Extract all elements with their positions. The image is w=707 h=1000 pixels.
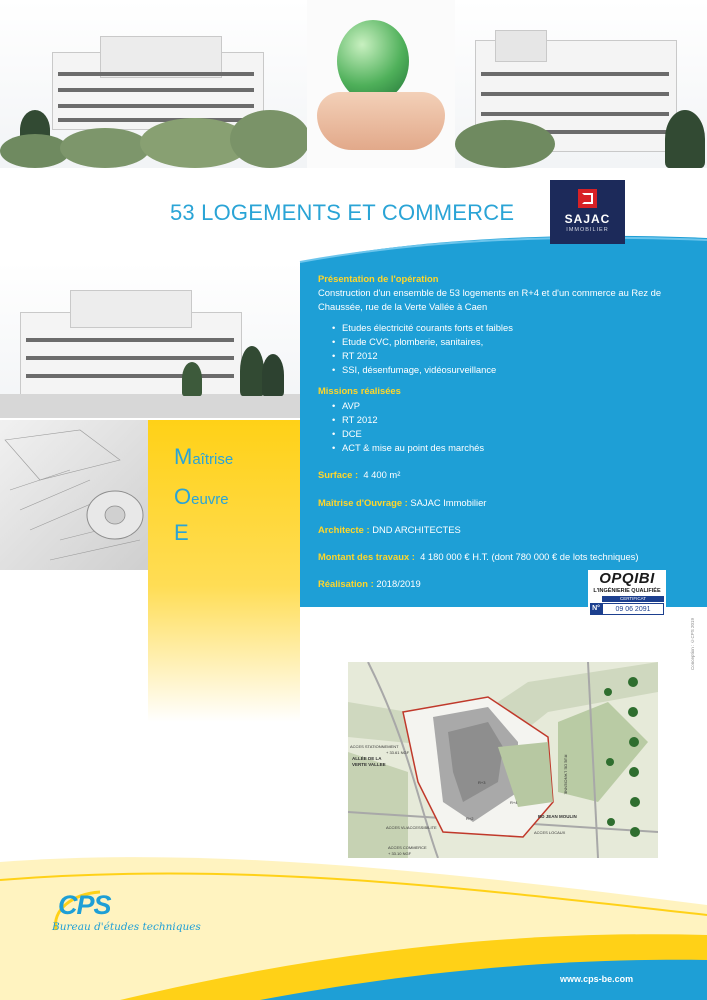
field-montant: Montant des travaux : 4 180 000 € H.T. (dont 780 000 € de lots techniques) bbox=[318, 551, 639, 563]
photo-building-left bbox=[0, 0, 307, 168]
sajac-logo-sub: IMMOBILIER bbox=[566, 227, 609, 233]
presentation-list bbox=[318, 321, 693, 378]
plan-label-r2: R+2 bbox=[466, 816, 474, 821]
photo-building-right bbox=[455, 0, 707, 168]
plan-label-acces-stationnement: ACCES STATIONNEMENT bbox=[350, 744, 399, 749]
presentation-heading: Présentation de l'opération bbox=[318, 273, 439, 284]
website-link[interactable]: www.cps-be.com bbox=[560, 974, 634, 984]
moe-line-3: E bbox=[174, 520, 189, 545]
list-item: • AVP bbox=[332, 399, 693, 413]
plan-label-niv1: + 33.61 NGF bbox=[386, 750, 410, 755]
plan-label-acces-commerce: ACCES COMMERCE bbox=[388, 845, 427, 850]
cps-logo-word: CPS bbox=[58, 890, 111, 920]
plan-label-acces-locaux: ACCES LOCAUX bbox=[534, 830, 566, 835]
field-architecte: Architecte : DND ARCHITECTES bbox=[318, 523, 461, 535]
list-item: • ACT & mise au point des marchés bbox=[332, 441, 693, 455]
opqibi-word: OPQIBI bbox=[599, 570, 655, 587]
list-item: • DCE bbox=[332, 427, 693, 441]
photo-building-main bbox=[0, 262, 300, 418]
opqibi-number: 09 06 2091 bbox=[602, 603, 664, 615]
plan-label-rue: RUE DE L'ANCIENNE bbox=[563, 754, 569, 795]
field-maitrise-ouvrage: Maîtrise d'Ouvrage : SAJAC Immobilier bbox=[318, 496, 487, 508]
moe-line-2: Oeuvre bbox=[174, 484, 229, 509]
list-item: • Etudes électricité courants forts et faibles bbox=[332, 321, 693, 335]
list-item: • Etude CVC, plomberie, sanitaires, bbox=[332, 335, 693, 349]
field-surface: Surface : 4 400 m² bbox=[318, 469, 401, 481]
missions-heading: Missions réalisées bbox=[318, 385, 401, 397]
opqibi-certificat: CERTIFICAT bbox=[602, 596, 664, 602]
field-realisation: Réalisation : 2018/2019 bbox=[318, 578, 421, 590]
photo-blueprints bbox=[0, 420, 148, 570]
cps-logo bbox=[52, 890, 201, 940]
moe-line-1: Maîtrise bbox=[174, 444, 234, 469]
design-credit: Conception : ©CPS 2019 bbox=[690, 617, 695, 670]
sajac-mark-icon bbox=[578, 189, 597, 208]
page-title: 53 LOGEMENTS ET COMMERCE bbox=[170, 200, 515, 225]
cps-logo-sub: Bureau d'études techniques bbox=[52, 921, 201, 933]
list-item: • RT 2012 bbox=[332, 413, 693, 427]
sajac-logo bbox=[550, 180, 625, 244]
plan-label-acces-vl: ACCES VL/ACCESSIBILITE bbox=[386, 825, 437, 830]
plan-label-allee-2: VERTE VALLEE bbox=[352, 762, 386, 767]
plan-label-r3: R+3 bbox=[478, 780, 486, 785]
list-item: • RT 2012 bbox=[332, 349, 693, 363]
missions-list bbox=[318, 399, 693, 456]
presentation-text: Construction d'un ensemble de 53 logements en R+4 et d'un commerce au Rez de Chaussée, rue de la Verte Vallée à Caen bbox=[318, 287, 662, 313]
blueprint-lines bbox=[0, 420, 148, 570]
sajac-logo-name: SAJAC bbox=[564, 212, 611, 226]
opqibi-logo bbox=[588, 570, 666, 622]
opqibi-tagline: L'INGÉNIERIE QUALIFIÉE bbox=[593, 588, 661, 594]
project-info bbox=[318, 272, 693, 591]
site-plan bbox=[348, 662, 658, 858]
list-item: • SSI, désenfumage, vidéosurveillance bbox=[332, 363, 693, 377]
plan-label-niv2: + 33.10 NGF bbox=[388, 851, 412, 856]
opqibi-n-label: N° bbox=[590, 603, 602, 615]
plan-label-allee: ALLÉE DE LA bbox=[352, 756, 382, 761]
plan-label-r4: R+4 bbox=[510, 800, 518, 805]
plan-label-bd: BD JEAN MOULIN bbox=[538, 814, 577, 819]
photo-globe-hands bbox=[307, 0, 455, 168]
